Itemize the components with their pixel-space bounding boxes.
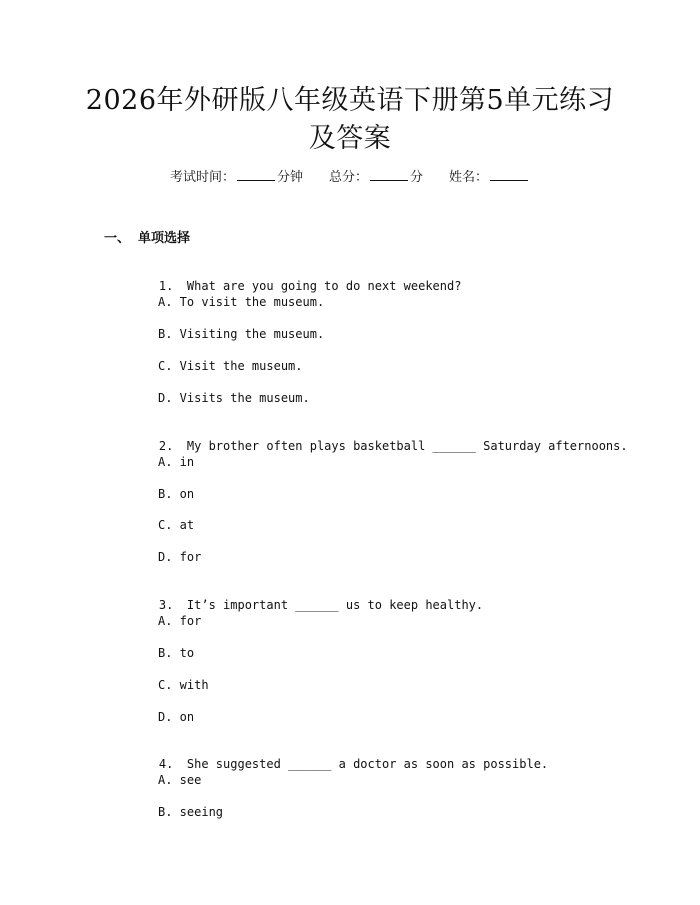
question-text: She suggested ______ a doctor as soon as possible. bbox=[186, 757, 549, 771]
option: A. see bbox=[158, 773, 202, 787]
name-label: 姓名： bbox=[449, 170, 489, 185]
option: C. Visit the museum. bbox=[158, 359, 303, 373]
option: B. Visiting the museum. bbox=[158, 327, 325, 341]
title-line-1: 2026年外研版八年级英语下册第5单元练习 bbox=[85, 85, 615, 116]
option: B. on bbox=[158, 487, 195, 501]
option: D. on bbox=[158, 710, 195, 724]
option: C. with bbox=[158, 678, 209, 692]
time-label: 考试时间： bbox=[169, 170, 235, 185]
option: A. for bbox=[158, 614, 202, 628]
question-text: It’s important ______ us to keep healthy. bbox=[186, 598, 484, 612]
question-text: What are you going to do next weekend? bbox=[186, 279, 462, 293]
exam-meta-line bbox=[0, 168, 700, 188]
score-blank[interactable] bbox=[370, 168, 408, 181]
score-label: 总分： bbox=[328, 170, 368, 185]
option: D. Visits the museum. bbox=[158, 391, 310, 405]
section-number: 一、 bbox=[104, 231, 131, 246]
question-2 bbox=[130, 422, 628, 470]
question-number: 2. bbox=[158, 439, 174, 453]
time-blank[interactable] bbox=[237, 168, 275, 181]
option: D. for bbox=[158, 550, 202, 564]
question-number: 1. bbox=[158, 279, 174, 293]
section-heading bbox=[104, 229, 190, 249]
option: C. at bbox=[158, 518, 195, 532]
option: A. To visit the museum. bbox=[158, 295, 325, 309]
score-unit: 分 bbox=[410, 170, 424, 185]
question-text: My brother often plays basketball ______ Saturday afternoons. bbox=[186, 439, 628, 453]
option: B. to bbox=[158, 646, 195, 660]
title-line-2: 及答案 bbox=[308, 123, 392, 154]
document-title bbox=[60, 82, 640, 158]
question-number: 4. bbox=[158, 757, 174, 771]
question-number: 3. bbox=[158, 598, 174, 612]
time-unit: 分钟 bbox=[276, 170, 303, 185]
name-blank[interactable] bbox=[490, 168, 528, 181]
option: A. in bbox=[158, 455, 195, 469]
section-title: 单项选择 bbox=[138, 231, 191, 246]
option: B. seeing bbox=[158, 805, 224, 819]
